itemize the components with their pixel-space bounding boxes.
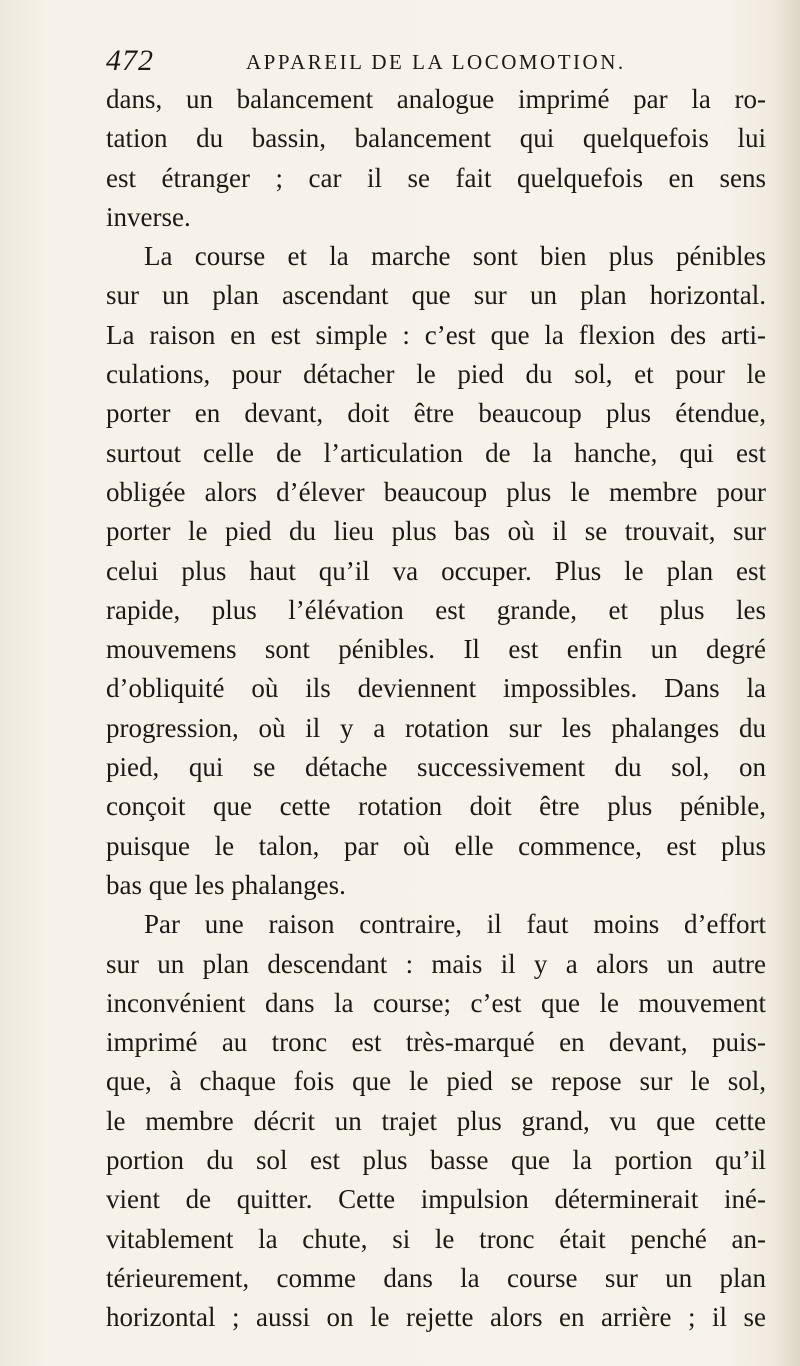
text-line: térieurement, comme dans la course sur un plan (106, 1262, 766, 1293)
text-line: est étranger ; car il se fait quelquefois en sens (106, 162, 766, 193)
text-line: Par une raison contraire, il faut moins d’effort (144, 909, 766, 940)
text-line: vient de quitter. Cette impulsion déterminerait iné- (106, 1184, 766, 1215)
text-line: celui plus haut qu’il va occuper. Plus le plan est (106, 555, 766, 586)
text-line: dans, un balancement analogue imprimé par la ro- (106, 84, 766, 114)
text-line: pied, qui se détache successivement du sol, on (106, 752, 766, 783)
text-line: porter en devant, doit être beaucoup plus étendue, (106, 398, 766, 429)
page-edge-shadow (772, 0, 800, 1366)
text-line: obligée alors d’élever beaucoup plus le membre pour (106, 476, 766, 507)
text-line: La raison en est simple : c’est que la flexion des arti- (106, 319, 766, 350)
text-line: rapide, plus l’élévation est grande, et plus les (106, 594, 766, 625)
text-line: le membre décrit un trajet plus grand, vu que cette (106, 1105, 766, 1136)
text-line: imprimé au tronc est très-marqué en devant, puis- (106, 1027, 766, 1058)
text-line: La course et la marche sont bien plus pénibles (144, 241, 766, 272)
text-line: horizontal ; aussi on le rejette alors en arrière ; il se (106, 1302, 766, 1333)
text-line: puisque le talon, par où elle commence, est plus (106, 830, 766, 861)
text-line: inconvénient dans la course; c’est que le mouvement (106, 987, 766, 1018)
text-line: inverse. (106, 201, 191, 232)
text-line: porter le pied du lieu plus bas où il se trouvait, sur (106, 516, 766, 547)
text-line: que, à chaque fois que le pied se repose sur le sol, (106, 1066, 766, 1097)
text-line: culations, pour détacher le pied du sol, et pour le (106, 359, 766, 390)
text-line: sur un plan descendant : mais il y a alors un autre (106, 948, 766, 979)
text-line: bas que les phalanges. (106, 869, 346, 900)
body-text (106, 80, 766, 1338)
text-line: surtout celle de l’articulation de la hanche, qui est (106, 437, 766, 468)
text-line: portion du sol est plus basse que la portion qu’il (106, 1145, 766, 1176)
text-line: mouvemens sont pénibles. Il est enfin un degré (106, 634, 766, 665)
running-title: APPAREIL DE LA LOCOMOTION. (246, 50, 626, 74)
page-number: 472 (106, 44, 154, 77)
text-line: d’obliquité où ils deviennent impossibles. Dans la (106, 673, 766, 704)
running-head (106, 44, 726, 84)
text-line: conçoit que cette rotation doit être plus pénible, (106, 791, 766, 822)
text-line: vitablement la chute, si le tronc était penché an- (106, 1223, 766, 1254)
text-line: progression, où il y a rotation sur les phalanges du (106, 712, 766, 743)
text-line: sur un plan ascendant que sur un plan horizontal. (106, 280, 766, 311)
text-line: tation du bassin, balancement qui quelquefois lui (106, 123, 766, 154)
